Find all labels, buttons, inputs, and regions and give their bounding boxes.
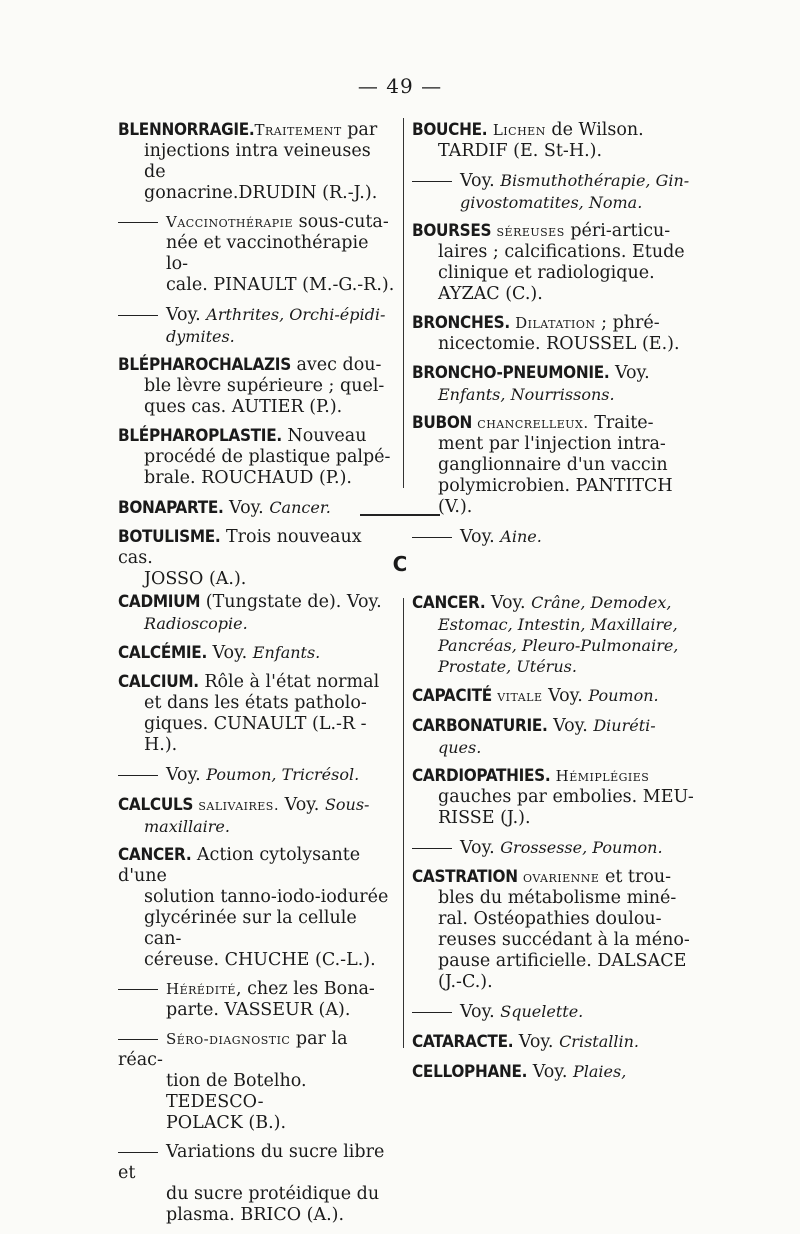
- entry-cardiopathies: CARDIOPATHIES. Hémiplégies gauches par embolies. MEU- RISSE (J.).: [412, 766, 694, 828]
- subentry: Voy. Bismuthothérapie, Gin- givostomatites, Noma.: [412, 170, 697, 213]
- headword: BRONCHES.: [412, 313, 510, 333]
- column-divider: [403, 598, 404, 1048]
- entry-capacite: CAPACITÉ vitale Voy. Poumon.: [412, 686, 659, 706]
- headword: CADMIUM: [118, 592, 201, 612]
- entry-bubon: BUBON chancrelleux. Traite- ment par l'injection intra- ganglionnaire d'un vaccin polymicrobien. PANTITCH (V.).: [412, 413, 673, 517]
- page-number: — 49 —: [357, 74, 443, 98]
- headword: BOTULISME.: [118, 527, 221, 547]
- column-bottom-left: [118, 592, 396, 1234]
- subentry: Vaccinothérapie sous-cuta- née et vaccinothérapie lo- cale. PINAULT (M.-G.-R.).: [118, 212, 396, 296]
- column-bottom-right: [412, 592, 697, 1091]
- subentry: Hérédité, chez les Bona- parte. VASSEUR (A).: [118, 979, 396, 1021]
- headword: CALCIUM.: [118, 672, 199, 692]
- headword: BLÉPHAROCHALAZIS: [118, 355, 291, 375]
- headword: CASTRATION: [412, 867, 518, 887]
- entry-bonaparte: BONAPARTE. Voy. Cancer.: [118, 498, 331, 518]
- entry-botulisme: BOTULISME. Trois nouveaux cas. JOSSO (A.).: [118, 527, 362, 589]
- entry-blepharochalazis: BLÉPHAROCHALAZIS avec dou- ble lèvre supérieure ; quel- ques cas. AUTIER (P.).: [118, 355, 385, 417]
- headword: BOUCHE.: [412, 120, 488, 140]
- subentry: Séro-diagnostic par la réac- tion de Botelho. TEDESCO- POLACK (B.).: [118, 1029, 348, 1133]
- entry-blennorragie: BLENNORRAGIE.Traitement par injections intra veineuses de gonacrine.DRUDIN (R.-J.).: [118, 120, 378, 203]
- subentry: Voy. Grossesse, Poumon.: [412, 837, 697, 859]
- entry-calcium: CALCIUM. Rôle à l'état normal et dans les états patholo- giques. CUNAULT (L.-R - H.).: [118, 672, 380, 755]
- headword: BRONCHO-PNEUMONIE.: [412, 363, 610, 383]
- entry-cancer-see-also: CANCER. Voy. Crâne, Demodex, Estomac, Intestin, Maxillaire, Pancréas, Pleuro-Pulmonaire, Prostate, Utérus.: [412, 593, 679, 676]
- entry-cataracte: CATARACTE. Voy. Cristallin.: [412, 1032, 639, 1052]
- headword: CALCULS: [118, 795, 194, 815]
- headword: BLENNORRAGIE.: [118, 120, 255, 140]
- headword: BOURSES: [412, 221, 492, 241]
- column-top-left: [118, 120, 396, 598]
- headword: CARBONATURIE.: [412, 716, 548, 736]
- dash-rule: [118, 315, 158, 316]
- dash-rule: [412, 537, 452, 538]
- dash-rule: [118, 775, 158, 776]
- headword: CATARACTE.: [412, 1032, 514, 1052]
- entry-cadmium: CADMIUM (Tungstate de). Voy. Radioscopie.: [118, 592, 382, 633]
- entry-calcemie: CALCÉMIE. Voy. Enfants.: [118, 643, 321, 663]
- section-letter: C: [392, 552, 408, 576]
- entry-bronches: BRONCHES. Dilatation ; phré- nicectomie. ROUSSEL (E.).: [412, 313, 680, 354]
- dash-rule: [118, 222, 158, 223]
- entry-castration: CASTRATION ovarienne et trou- bles du métabolisme miné- ral. Ostéopathies doulou- reuses succédant à la méno- pause artificielle. DALSACE (J.-C.).: [412, 867, 690, 992]
- entry-bourses: BOURSES séreuses péri-articu- laires ; calcifications. Etude clinique et radiologique. AYZAC (C.).: [412, 221, 685, 304]
- headword: CARDIOPATHIES.: [412, 766, 551, 786]
- entry-bouche: BOUCHE. Lichen de Wilson. TARDIF (E. St-H.).: [412, 120, 644, 161]
- headword: CANCER.: [118, 845, 192, 865]
- subentry: Voy. Aine.: [412, 526, 697, 548]
- dash-rule: [412, 1012, 452, 1013]
- dash-rule: [412, 848, 452, 849]
- dash-rule: [118, 1039, 158, 1040]
- subentry: Voy. Squelette.: [412, 1001, 697, 1023]
- entry-carbonaturie: CARBONATURIE. Voy. Diuréti- ques.: [412, 716, 656, 757]
- dash-rule: [118, 1152, 158, 1153]
- headword: CANCER.: [412, 593, 486, 613]
- headword: CELLOPHANE.: [412, 1062, 528, 1082]
- entry-calculs: CALCULS salivaires. Voy. Sous- maxillaire.: [118, 795, 370, 836]
- entry-broncho-pneumonie: BRONCHO-PNEUMONIE. Voy. Enfants, Nourrissons.: [412, 363, 650, 404]
- subentry: Variations du sucre libre et du sucre protéidique du plasma. BRICO (A.).: [118, 1142, 385, 1225]
- dash-rule: [412, 181, 452, 182]
- subentry: Voy. Arthrites, Orchi-épidi- dymites.: [118, 304, 396, 347]
- column-divider: [403, 118, 404, 488]
- entry-cancer: CANCER. Action cytolysante d'une solution tanno-iodo-iodurée glycérinée sur la cellule can- céreuse. CHUCHE (C.-L.).: [118, 845, 389, 970]
- headword: BLÉPHAROPLASTIE.: [118, 426, 282, 446]
- dash-rule: [118, 989, 158, 990]
- subentry: Voy. Poumon, Tricrésol.: [118, 764, 396, 786]
- column-top-right: [412, 120, 697, 556]
- headword: CAPACITÉ: [412, 686, 492, 706]
- headword: BUBON: [412, 413, 473, 433]
- headword: CALCÉMIE.: [118, 643, 207, 663]
- entry-blepharoplastie: BLÉPHAROPLASTIE. Nouveau procédé de plastique palpé- brale. ROUCHAUD (P.).: [118, 426, 391, 488]
- entry-cellophane: CELLOPHANE. Voy. Plaies,: [412, 1062, 627, 1082]
- headword: BONAPARTE.: [118, 498, 224, 518]
